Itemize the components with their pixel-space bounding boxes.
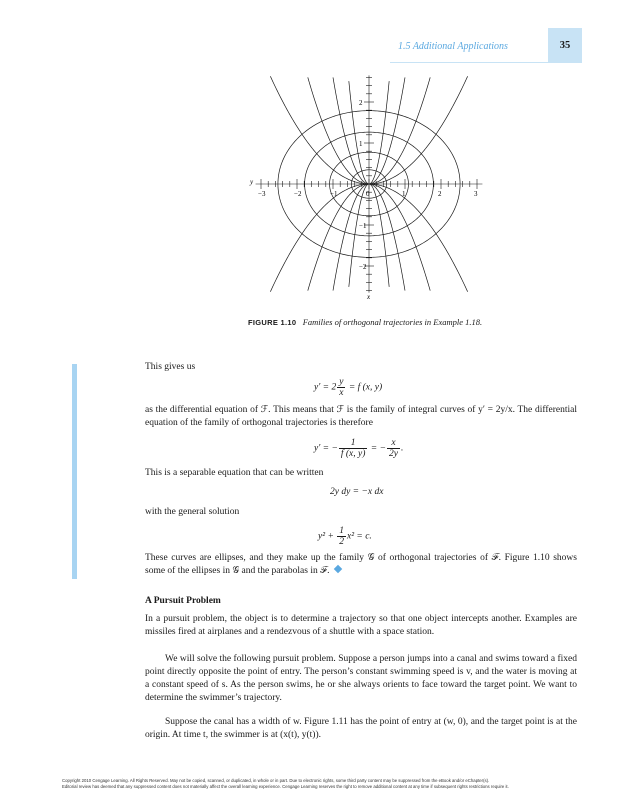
end-of-example-diamond-icon [334, 565, 342, 573]
y-tick-label: −1 [359, 222, 367, 230]
eq2-fraction-1 [339, 438, 368, 459]
paragraph-pursuit-intro: In a pursuit problem, the object is to determine a trajectory so that one object intercepts another. Examples are missiles fired at airplanes and a rendezvous of a shuttle with a space station. [145, 614, 577, 637]
header-rule [390, 62, 548, 63]
x-tick-label: −1 [330, 190, 338, 198]
eq1-den: x [339, 388, 344, 398]
page-number: 35 [548, 28, 582, 63]
y-tick-label: 2 [359, 99, 363, 107]
eq4-fraction [337, 526, 346, 547]
figure-caption-label: FIGURE 1.10 [248, 318, 297, 327]
eq4-lhs: y² + [318, 531, 337, 542]
eq4-num: 1 [339, 526, 344, 536]
eq4-den: 2 [339, 537, 344, 547]
eq2-num2: x [387, 438, 400, 449]
equation-3: 2y dy = −x dx [330, 487, 384, 497]
equation-2 [314, 438, 403, 459]
figure-axes [256, 75, 483, 292]
eq1-rhs: = f (x, y) [346, 382, 383, 393]
text-gives-us: This gives us [145, 362, 196, 372]
paragraph-differential-equation: as the differential equation of ℱ. This means that ℱ is the family of integral curves of y′ = 2y/x. The differential equation of the family of orthogonal trajectories is therefore [145, 405, 577, 428]
y-tick-label: −2 [359, 263, 367, 271]
x-tick-label: 0 [366, 190, 370, 198]
paragraph-ellipses-text: These curves are ellipses, and they make up the family 𝒢 of orthogonal trajectories of ℱ. Figure 1.10 shows some of the ellipses in 𝒢 and the parabolas in ℱ. [145, 553, 577, 576]
eq2-den1: f (x, y) [340, 449, 366, 459]
figure-caption [248, 316, 483, 329]
eq2-end: . [400, 443, 404, 454]
y-tick-label: 1 [359, 140, 363, 148]
eq2-fraction-2 [387, 438, 400, 459]
eq2-mid: = − [368, 443, 386, 454]
x-tick-label: −2 [294, 190, 302, 198]
example-sidebar-bar [72, 364, 77, 579]
eq2-lhs: y′ = − [314, 443, 338, 454]
figure-y-axis-label: y [250, 178, 254, 186]
paragraph-ellipses [145, 552, 577, 578]
figure-caption-text: Families of orthogonal trajectories in Example 1.18. [302, 317, 483, 327]
paragraph-canal-width: Suppose the canal has a width of w. Figure 1.11 has the point of entry at (w, 0), and the target point is at the origin. At time t, the swimmer is at (x(t), y(t)). [145, 717, 577, 740]
orthogonal-trajectories-figure [250, 70, 485, 310]
footer-copyright-line-2: Editorial review has deemed that any suppressed content does not materially affect the overall learning experience. Cengage Learning reserves the right to remove additional content at any time if subsequent rights restrictions require it. [62, 784, 509, 789]
figure-x-axis-label: x [367, 293, 371, 301]
eq2-num1: 1 [339, 438, 368, 449]
text-general-solution: with the general solution [145, 507, 240, 517]
x-tick-label: −3 [258, 190, 266, 198]
eq2-den2: 2y [388, 449, 398, 459]
section-heading-pursuit-problem: A Pursuit Problem [145, 596, 221, 606]
x-tick-label: 1 [402, 190, 406, 198]
eq1-num: y [339, 377, 344, 387]
eq1-fraction [337, 377, 345, 398]
footer-copyright-line-1: Copyright 2010 Cengage Learning. All Rights Reserved. May not be copied, scanned, or duplicated, in whole or in part. Due to electronic rights, some third party content may be suppressed from the eBook and/or eChapter(s). [62, 778, 490, 783]
x-tick-label: 3 [474, 190, 478, 198]
eq4-rhs: x² = c. [346, 531, 372, 542]
running-header-title: 1.5 Additional Applications [398, 41, 508, 52]
text-separable: This is a separable equation that can be written [145, 468, 324, 478]
equation-4 [318, 526, 372, 547]
equation-1 [314, 377, 382, 398]
eq1-lhs: y′ = 2 [314, 382, 337, 393]
x-tick-label: 2 [438, 190, 442, 198]
paragraph-pursuit-setup: We will solve the following pursuit problem. Suppose a person jumps into a canal and swims toward a fixed point directly opposite the point of entry. The person’s constant swimming speed is v, and the water is moving at a constant speed of s. As the person swims, he or she always orients to face toward the target point. We want to determine the swimmer’s trajectory. [145, 654, 577, 703]
